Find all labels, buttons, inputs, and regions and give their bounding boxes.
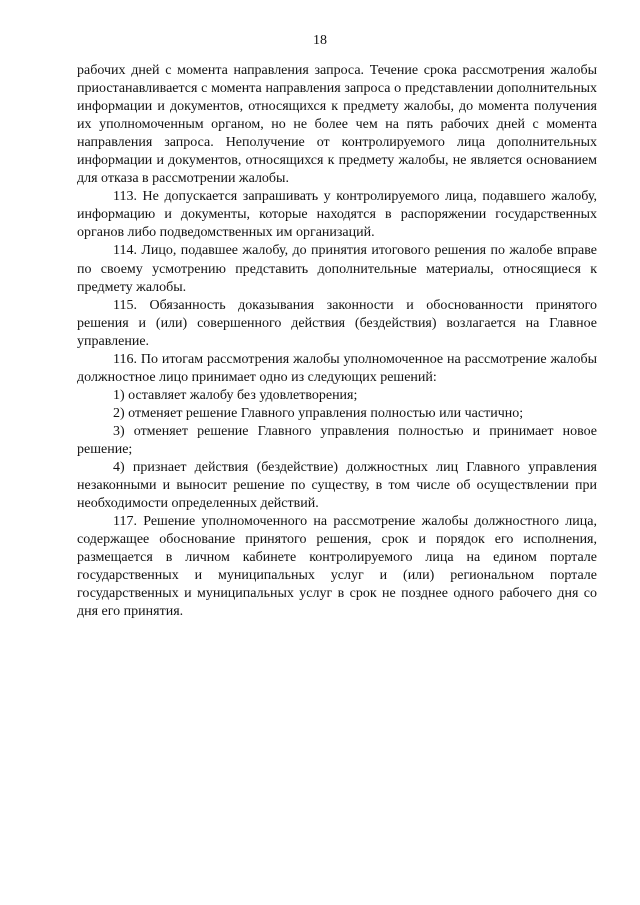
paragraph-115: 115. Обязанность доказывания законности и обоснованности принятого решения и (или) совершенного действия (бездействия) возлагается на Главное управление. [77,297,597,349]
page-number: 18 [313,33,327,48]
list-item-2: 2) отменяет решение Главного управления полностью или частично; [113,405,524,421]
list-item-4: 4) признает действия (бездействие) должностных лиц Главного управления незаконными и выносит решение по существу, в том числе об осуществлении при необходимости определенных действий. [77,460,597,512]
paragraph-114: 114. Лицо, подавшее жалобу, до принятия итогового решения по жалобе вправе по своему усмотрению представить дополнительные материалы, относящиеся к предмету жалобы. [77,243,597,295]
list-item-1: 1) оставляет жалобу без удовлетворения; [113,387,358,403]
paragraph-117: 117. Решение уполномоченного на рассмотрение жалобы должностного лица, содержащее обоснование принятого решения, срок и порядок его исполнения, размещается в личном кабинете контролируемого лица на едином портале государственных и муниципальных услуг и (или) региональном портале государственных и муниципальных услуг в срок не позднее одного рабочего дня со дня его принятия. [77,514,597,620]
document-body [77,62,597,621]
list-item-3: 3) отменяет решение Главного управления полностью и принимает новое решение; [77,423,597,457]
paragraph-116: 116. По итогам рассмотрения жалобы уполномоченное на рассмотрение жалобы должностное лицо принимает одно из следующих решений: [77,351,597,385]
paragraph-continuation: рабочих дней с момента направления запроса. Течение срока рассмотрения жалобы приостанавливается с момента направления запроса о представлении дополнительных информации и документов, относящихся к предмету жалобы, до момента получения их уполномоченным органом, но не более чем на пять рабочих дней с момента направления запроса. Неполучение от контролируемого лица дополнительных информации и документов, относящихся к предмету жалобы, не является основанием для отказа в рассмотрении жалобы. [77,63,597,187]
paragraph-113: 113. Не допускается запрашивать у контролируемого лица, подавшего жалобу, информацию и документы, которые находятся в распоряжении государственных органов либо подведомственных им организаций. [77,189,597,241]
